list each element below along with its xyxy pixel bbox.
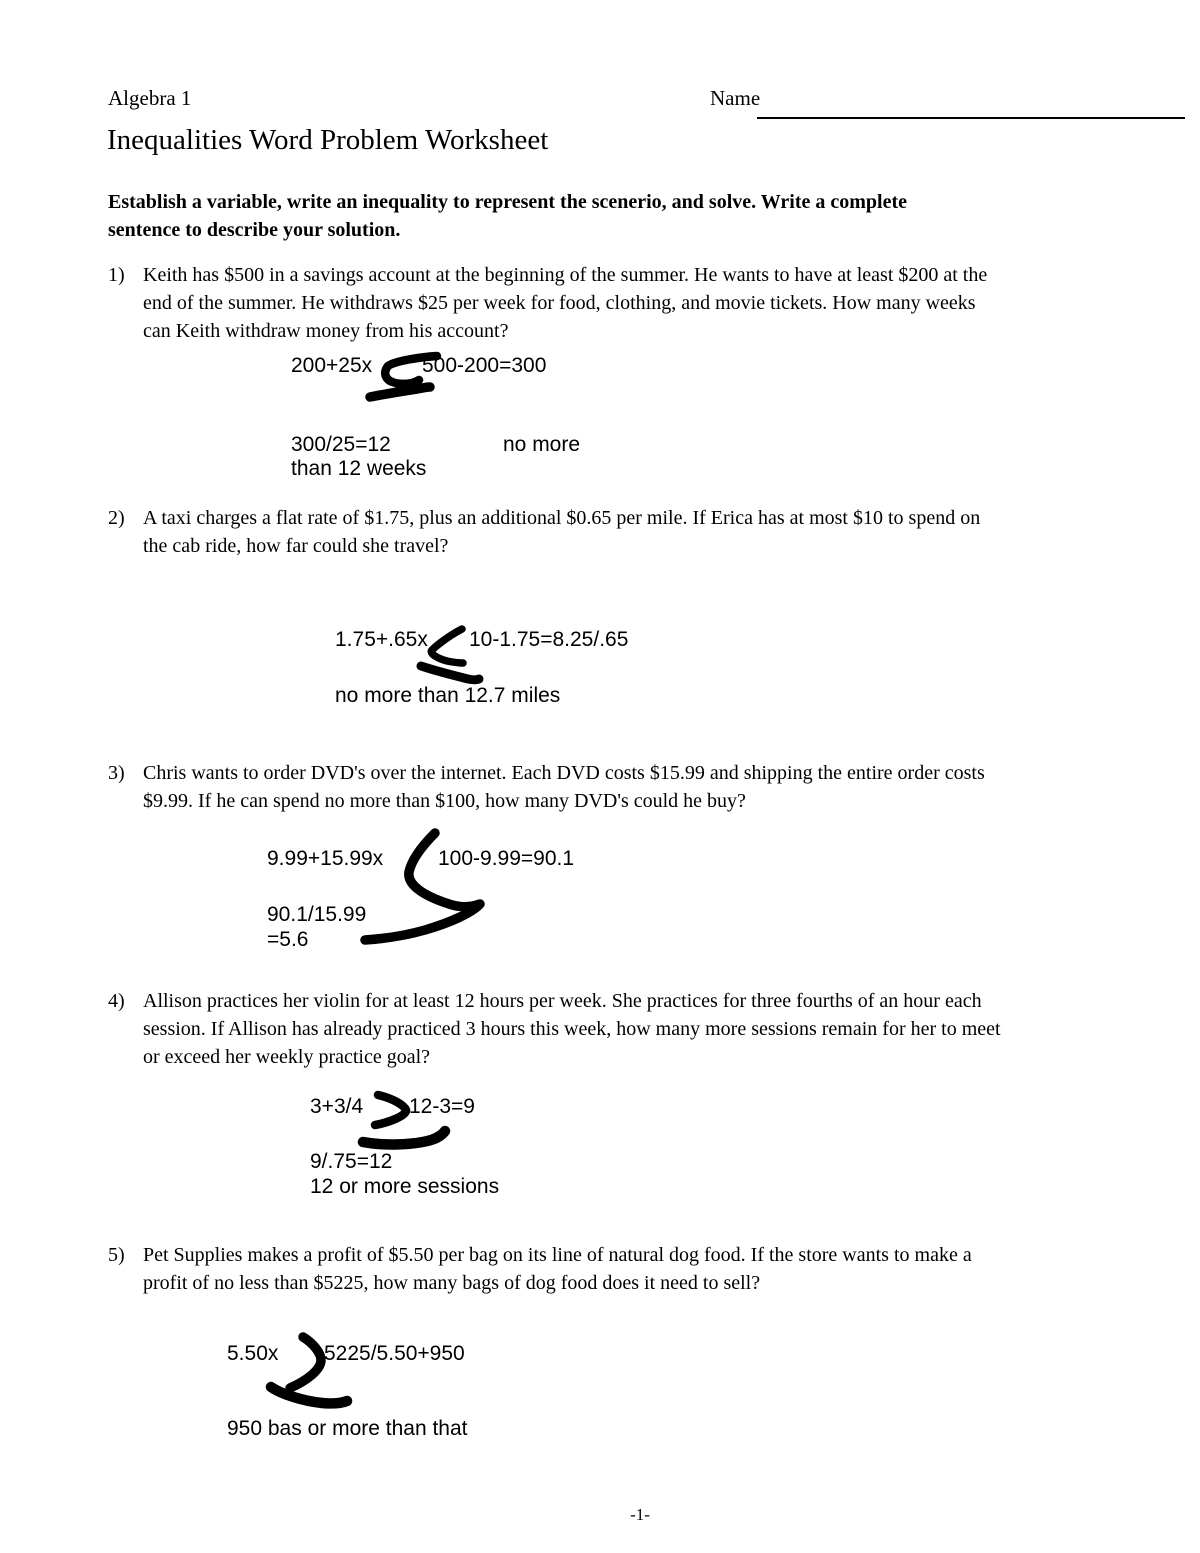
answer-equation-right: 12-3=9 xyxy=(409,1095,475,1118)
problem-number: 3) xyxy=(108,762,125,784)
answer-sentence: no more xyxy=(503,433,581,456)
problem-2 xyxy=(108,504,1148,560)
instructions-line: sentence to describe your solution. xyxy=(108,219,401,241)
problem-text-line: Allison practices her violin for at least 12 hours per week. She practices for three fourths of an hour each xyxy=(143,990,982,1012)
problem-number: 5) xyxy=(108,1244,125,1266)
answer-equation-right: 10-1.75=8.25/.65 xyxy=(469,628,629,651)
answer-equation-left: 5.50x xyxy=(227,1342,279,1365)
answer-equation-left: 200+25x xyxy=(291,354,373,377)
page-title: Inequalities Word Problem Worksheet xyxy=(107,124,549,156)
answer-sentence: 950 bas or more than that xyxy=(227,1417,468,1440)
answer-equation-right: 100-9.99=90.1 xyxy=(438,847,575,870)
page-number: -1- xyxy=(630,1505,650,1524)
problem-text-line: $9.99. If he can spend no more than $100, how many DVD's could he buy? xyxy=(143,790,746,812)
answer-equation-left: 1.75+.65x xyxy=(335,628,428,651)
problem-text-line: or exceed her weekly practice goal? xyxy=(143,1046,431,1068)
problem-text-line: session. If Allison has already practiced 3 hours this week, how many more sessions remain for her to meet xyxy=(143,1018,1001,1040)
name-label: Name xyxy=(710,86,761,110)
answer-calculation: 9/.75=12 xyxy=(310,1150,393,1173)
problem-text xyxy=(143,1241,1148,1297)
problem-text-line: can Keith withdraw money from his account? xyxy=(143,320,509,342)
answer-sentence: 12 or more sessions xyxy=(310,1175,500,1198)
problem-number: 2) xyxy=(108,507,125,529)
problem-1 xyxy=(108,261,1148,345)
problem-text-line: the cab ride, how far could she travel? xyxy=(143,535,449,557)
course-label: Algebra 1 xyxy=(108,86,192,110)
answer-result: =5.6 xyxy=(267,928,309,951)
problem-3 xyxy=(108,759,1148,815)
name-blank-line xyxy=(757,101,1185,119)
problem-text-line: end of the summer. He withdraws $25 per week for food, clothing, and movie tickets. How many weeks xyxy=(143,292,976,314)
answer-calculation: 90.1/15.99 xyxy=(267,903,367,926)
answer-calculation: 300/25=12 xyxy=(291,433,391,456)
problem-text xyxy=(143,759,1148,815)
problem-5 xyxy=(108,1241,1148,1297)
problem-text xyxy=(143,261,1148,345)
answer-equation-right: 500-200=300 xyxy=(422,354,547,377)
problem-text-line: Pet Supplies makes a profit of $5.50 per bag on its line of natural dog food. If the store wants to make a xyxy=(143,1244,972,1266)
problem-text-line: Chris wants to order DVD's over the internet. Each DVD costs $15.99 and shipping the entire order costs xyxy=(143,762,985,784)
answer-equation-left: 9.99+15.99x xyxy=(267,847,384,870)
problem-4 xyxy=(108,987,1148,1071)
answer-equation-left: 3+3/4 xyxy=(310,1095,364,1118)
problem-number: 4) xyxy=(108,990,125,1012)
answer-sentence: no more than 12.7 miles xyxy=(335,684,561,707)
problem-text xyxy=(143,987,1148,1071)
problem-text-line: A taxi charges a flat rate of $1.75, plus an additional $0.65 per mile. If Erica has at most $10 to spend on xyxy=(143,507,981,529)
problem-text-line: Keith has $500 in a savings account at the beginning of the summer. He wants to have at least $200 at the xyxy=(143,264,988,286)
instructions-line: Establish a variable, write an inequality to represent the scenerio, and solve. Write a complete xyxy=(108,191,908,213)
problem-number: 1) xyxy=(108,264,125,286)
problem-text-line: profit of no less than $5225, how many bags of dog food does it need to sell? xyxy=(143,1272,761,1294)
instructions xyxy=(108,188,1148,244)
problem-text xyxy=(143,504,1148,560)
answer-equation-right: 5225/5.50+950 xyxy=(324,1342,465,1365)
answer-sentence: than 12 weeks xyxy=(291,457,427,480)
